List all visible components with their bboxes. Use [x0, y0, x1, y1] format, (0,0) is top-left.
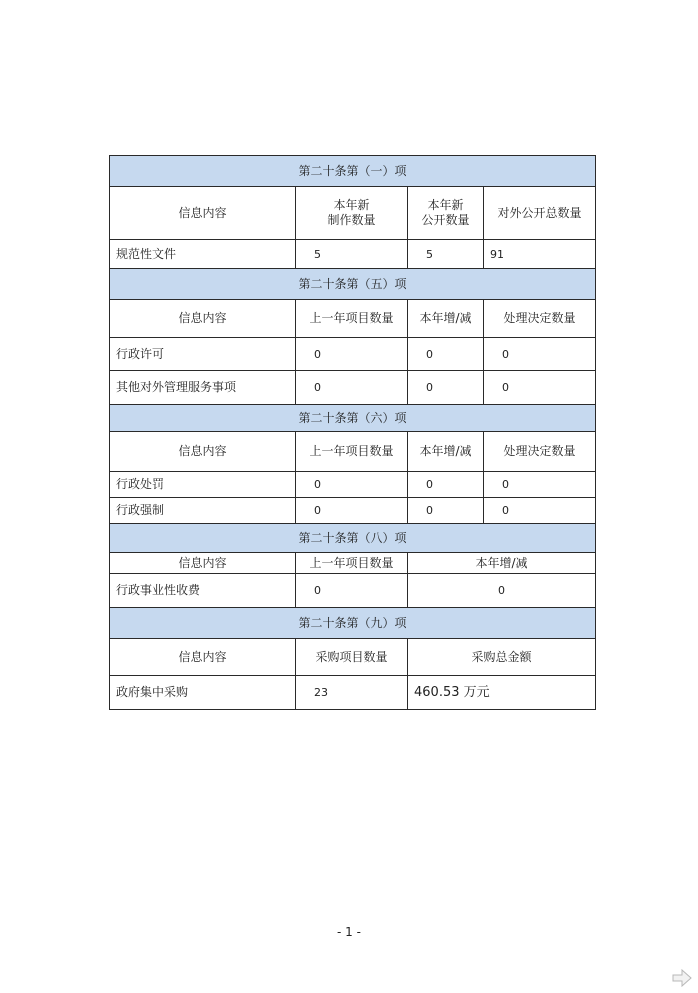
row-value: 460.53 万元: [408, 676, 596, 710]
table-row: [110, 498, 596, 524]
row-label: 行政处罚: [110, 472, 296, 498]
row-value: 0: [484, 498, 596, 524]
header-cell: 信息内容: [110, 432, 296, 472]
row-value: 0: [408, 371, 484, 405]
header-cell: 信息内容: [110, 639, 296, 676]
row-value: 0: [296, 338, 408, 371]
row-value: 0: [408, 498, 484, 524]
row-value: 23: [296, 676, 408, 710]
row-value: 0: [408, 574, 596, 608]
header-cell: 上一年项目数量: [296, 553, 408, 574]
row-value: 5: [296, 240, 408, 269]
header-cell: 本年新 公开数量: [408, 187, 484, 240]
header-row: [110, 300, 596, 338]
section-title-row: [110, 156, 596, 187]
section-title-row: [110, 405, 596, 432]
row-value: 0: [296, 574, 408, 608]
row-value: 0: [296, 371, 408, 405]
header-cell: 信息内容: [110, 300, 296, 338]
header-row: [110, 553, 596, 574]
header-row: [110, 432, 596, 472]
header-cell: 处理决定数量: [484, 300, 596, 338]
table-row: [110, 472, 596, 498]
header-cell: 信息内容: [110, 187, 296, 240]
row-value: 5: [408, 240, 484, 269]
row-label: 行政许可: [110, 338, 296, 371]
row-label: 政府集中采购: [110, 676, 296, 710]
table-row: [110, 371, 596, 405]
header-cell: 上一年项目数量: [296, 432, 408, 472]
section-title: 第二十条第（九）项: [110, 608, 596, 639]
header-cell: 本年增/减: [408, 300, 484, 338]
row-value: 0: [484, 338, 596, 371]
disclosure-table: [109, 155, 596, 710]
row-value: 0: [484, 371, 596, 405]
row-value: 0: [296, 498, 408, 524]
section-title-row: [110, 269, 596, 300]
header-cell: 本年增/减: [408, 553, 596, 574]
section-title: 第二十条第（一）项: [110, 156, 596, 187]
next-page-arrow-icon[interactable]: [672, 969, 692, 987]
section-title-row: [110, 524, 596, 553]
header-cell: 本年新 制作数量: [296, 187, 408, 240]
section-title: 第二十条第（六）项: [110, 405, 596, 432]
row-value: 0: [484, 472, 596, 498]
row-label: 行政事业性收费: [110, 574, 296, 608]
table-row: [110, 240, 596, 269]
table-row: [110, 676, 596, 710]
section-title: 第二十条第（五）项: [110, 269, 596, 300]
header-row: [110, 639, 596, 676]
row-value: 0: [296, 472, 408, 498]
header-cell: 信息内容: [110, 553, 296, 574]
header-cell: 采购总金额: [408, 639, 596, 676]
row-value: 0: [408, 338, 484, 371]
header-cell: 上一年项目数量: [296, 300, 408, 338]
row-value: 91: [484, 240, 596, 269]
header-row: [110, 187, 596, 240]
header-cell: 处理决定数量: [484, 432, 596, 472]
disclosure-table-sheet: [109, 155, 595, 710]
section-title-row: [110, 608, 596, 639]
table-row: [110, 574, 596, 608]
header-cell: 本年增/减: [408, 432, 484, 472]
header-cell: 对外公开总数量: [484, 187, 596, 240]
section-title: 第二十条第（八）项: [110, 524, 596, 553]
table-row: [110, 338, 596, 371]
row-label: 规范性文件: [110, 240, 296, 269]
row-label: 其他对外管理服务事项: [110, 371, 296, 405]
page-number: - 1 -: [337, 925, 361, 939]
row-value: 0: [408, 472, 484, 498]
row-label: 行政强制: [110, 498, 296, 524]
header-cell: 采购项目数量: [296, 639, 408, 676]
